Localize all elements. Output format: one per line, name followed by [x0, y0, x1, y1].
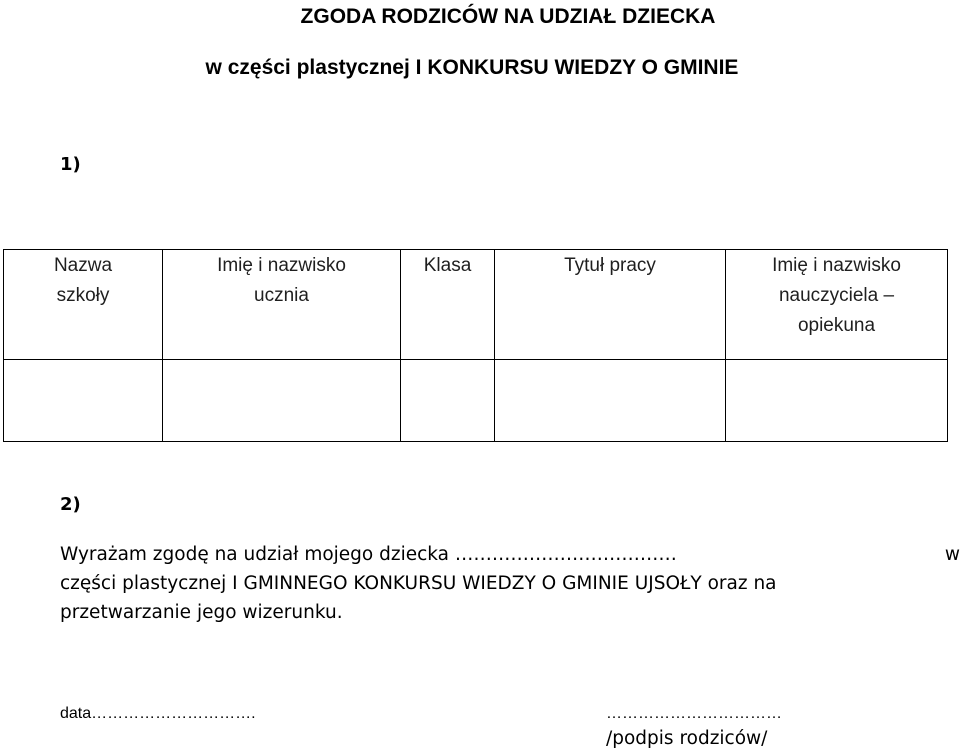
table-header-row: [4, 250, 948, 360]
section-2-number: 2): [60, 494, 81, 515]
table-row: [4, 360, 948, 442]
signature-field[interactable]: ……………………………: [606, 705, 782, 722]
school-name-cell[interactable]: [4, 360, 163, 442]
header-work-title: [495, 250, 726, 360]
header-line: nauczyciela –: [778, 285, 895, 306]
header-line: Klasa: [423, 255, 472, 276]
class-cell[interactable]: [401, 360, 495, 442]
header-school-name: [4, 250, 163, 360]
header-line: opiekuna: [797, 315, 876, 336]
student-name-cell[interactable]: [163, 360, 401, 442]
document-title: ZGODA RODZICÓW NA UDZIAŁ DZIECKA: [300, 5, 716, 28]
header-line: szkoły: [56, 285, 110, 306]
document-subtitle: w części plastycznej I KONKURSU WIEDZY O GMINIE: [205, 56, 739, 79]
consent-line-1: [60, 540, 960, 569]
consent-text-start: Wyrażam zgodę na udział mojego dziecka: [60, 544, 449, 565]
participant-table: [3, 249, 948, 442]
header-line: Imię i nazwisko: [217, 255, 346, 276]
consent-line-2: części plastycznej I GMINNEGO KONKURSU WIEDZY O GMINIE UJSOŁY oraz na: [60, 573, 777, 594]
header-line: Tytuł pracy: [564, 255, 656, 276]
consent-text-end: w: [944, 544, 960, 565]
consent-line-3: przetwarzanie jego wizerunku.: [60, 602, 343, 623]
date-field[interactable]: data………………………….: [60, 705, 256, 722]
teacher-name-cell[interactable]: [726, 360, 948, 442]
consent-statement: [60, 540, 960, 627]
header-teacher-name: [726, 250, 948, 360]
header-line: Imię i nazwisko: [772, 255, 901, 276]
child-name-blank[interactable]: ………………………………: [454, 544, 677, 565]
header-line: Nazwa: [53, 255, 113, 276]
header-line: ucznia: [254, 285, 309, 306]
signature-label: /podpis rodziców/: [606, 728, 768, 749]
header-student-name: [163, 250, 401, 360]
header-class: [401, 250, 495, 360]
work-title-cell[interactable]: [495, 360, 726, 442]
section-1-number: 1): [60, 154, 81, 175]
